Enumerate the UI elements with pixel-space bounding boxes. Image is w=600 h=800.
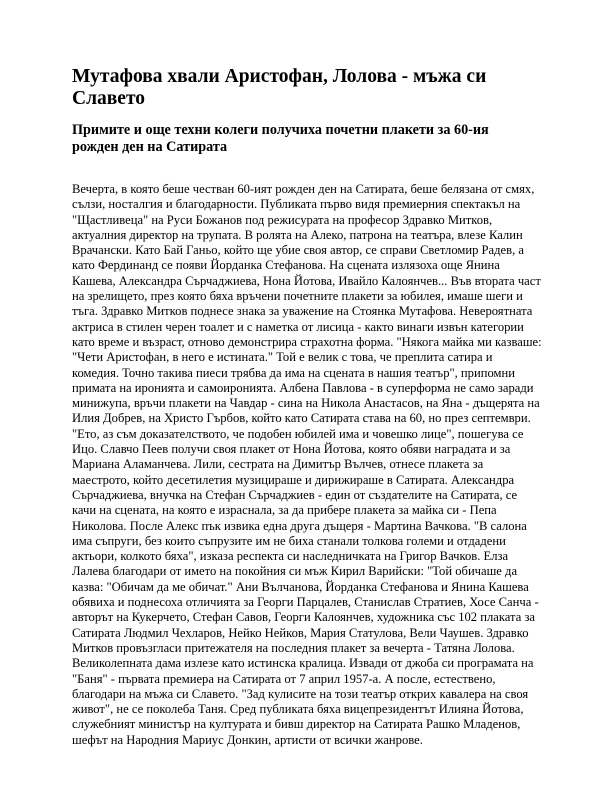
article-headline: Мутафова хвали Аристофан, Лолова - мъжа си Славето [72, 66, 487, 109]
article-body: Вечерта, в която беше честван 60-ият рожден ден на Сатирата, беше белязана от смях, сълзи, носталгия и благодарности. Публиката първо видя премиерния спектакъл на "Щастливеца" на Руси Божанов под режисурата на професор Здравко Митков, актуалния директор на трупата. В ролята на Алеко, патрона на театъра, влезе Калин Врачански. Като Бай Ганьо, който ще убие своя автор, се справи Светломир Радев, а като Фердинанд се появи Йорданка Стефанова. На сцената излязоха още Янина Кашева, Александра Сърчаджиева, Нона Йотова, Ивайло Калоянчев... Във втората част на зрелището, през която бяха връчени почетните плакети за юбилея, имаше шеги и тъга. Здравко Митков поднесе знака за уважение на Стоянка Мутафова. Невероятната актриса в стилен черен тоалет и с наметка от лисица - както винаги извън категории като време и възраст, отново демонстрира страхотна форма. "Някога майка ми казваше: "Чети Аристофан, в него е истината." Той е велик с това, че преплита сатира и комедия. Точно такива пиеси трябва да има на сцената в нашия театър", припомни примата на иронията и самоиронията. Албена Павлова - в суперформа не само заради минижупа, връчи плакети на Чавдар - сина на Никола Анастасов, на Яна - дъщерята на Илия Добрев, на Христо Гърбов, който като Сатирата става на 60, но през септември. "Ето, аз съм доказателството, че подобен юбилей има и човешко лице", пошегува се Ицо. Славчо Пеев получи своя плакет от Нона Йотова, която обяви наградата и за Мариана Аламанчева. Лили, сестрата на Димитър Вълчев, отнесе плакета за маестрото, който десетилетия музицираше и дирижираше в Сатирата. Александра Сърчаджиева, внучка на Стефан Сърчаджиев - един от създателите на Сатирата, се качи на сцената, на която е израснала, за да прибере плакета за майка си - Пепа Николова. После Алекс пък извика една друга дъщеря - Мартина Вачкова. "В салона има съпруги, без които съпрузите им не биха станали толкова големи и отдадени актьори, колкото бяха", изказа респекта си наследничката на Григор Вачков. Елза Лалева благодари от името на покойния си мъж Кирил Варийски: "Той обичаше да казва: "Обичам да ме обичат." Ани Вълчанова, Йорданка Стефанова и Янина Кашева обявиха и поднесоха отличията за Георги Парцалев, Станислав Стратиев, Хосе Санча - авторът на Кукерчето, Стефан Савов, Георги Калоянчев, художника със 102 плаката за Сатирата Людмил Чехларов, Нейко Нейков, Мария Статулова, Вели Чаушев. Здравко Митков провъзгласи притежателя на последния плакет за вечерта - Татяна Лолова. Великолепната дама излезе като истинска кралица. Извади от джоба си програмата на "Баня" - първата премиера на Сатирата от 7 април 1957-а. А после, естествено, благодари на мъжа си Славето. "Зад кулисите на този театър открих кавалера на своя живот", не се поколеба Таня. Сред публиката бяха вицепрезидентът Илияна Йотова, служебният министър на културата и бивш директор на Сатирата Рашко Младенов, шефът на Народния Мариус Донкин, артисти от всички жанрове. [72, 182, 542, 747]
article-subheadline: Примите и още техни колеги получиха почетни плакети за 60-ия рожден ден на Сатирата [72, 122, 489, 155]
